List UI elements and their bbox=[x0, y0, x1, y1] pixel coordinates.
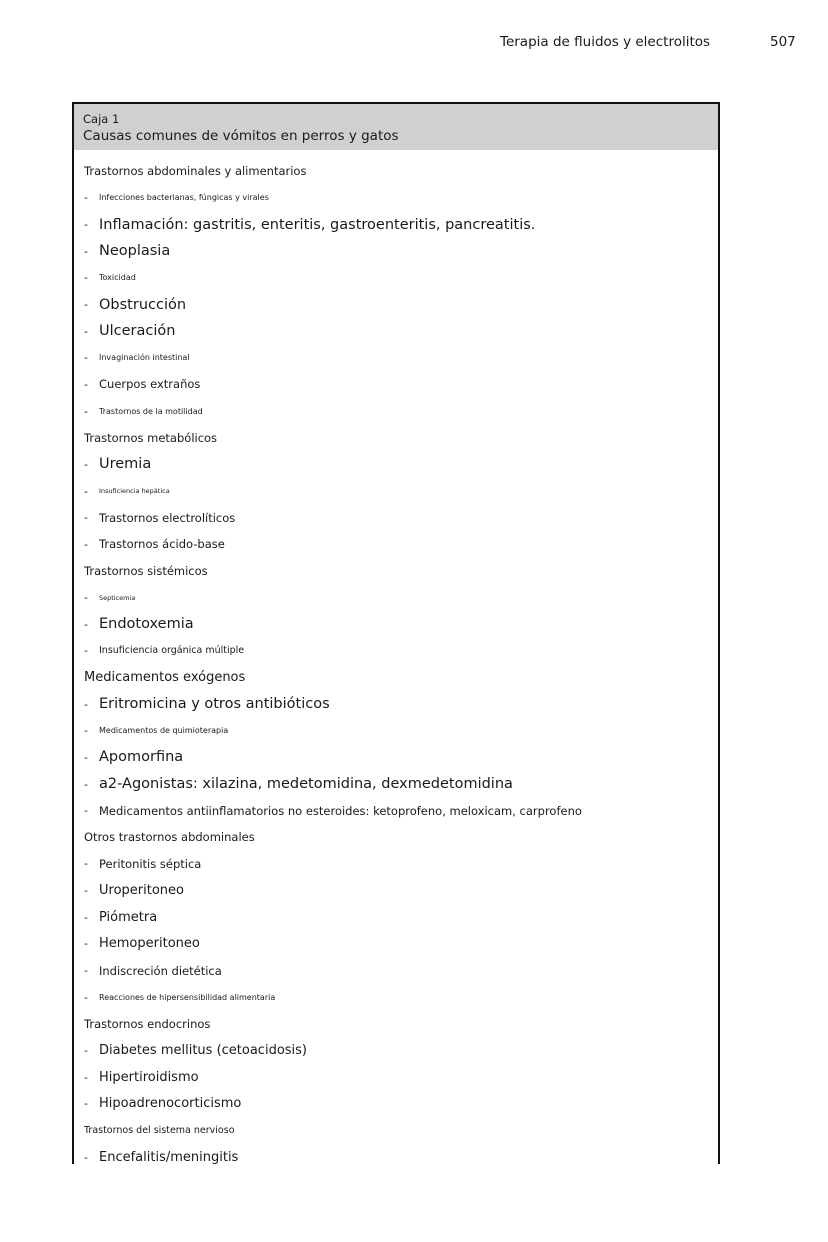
list-item bbox=[74, 931, 718, 958]
list-item bbox=[74, 797, 718, 824]
bullet-dash: - bbox=[84, 697, 88, 711]
list-item bbox=[74, 265, 718, 292]
list-item-text: Toxicidad bbox=[99, 273, 136, 283]
list-item bbox=[74, 984, 718, 1011]
list-item bbox=[74, 531, 718, 558]
bullet-dash: - bbox=[84, 724, 88, 738]
list-item-text: Septicemia bbox=[99, 593, 136, 602]
section-heading-text: Otros trastornos abdominales bbox=[84, 830, 255, 845]
list-item-text: Trastornos de la motilidad bbox=[99, 406, 203, 416]
list-item-text: Trastornos ácido-base bbox=[99, 537, 225, 552]
section-heading bbox=[74, 824, 718, 851]
bullet-dash: - bbox=[84, 324, 88, 338]
bullet-dash: - bbox=[84, 857, 88, 871]
list-item bbox=[74, 504, 718, 531]
list-item-text: Piómetra bbox=[99, 909, 158, 925]
bullet-dash: - bbox=[84, 937, 88, 951]
list-item bbox=[74, 691, 718, 718]
list-item-text: Invaginación intestinal bbox=[99, 353, 190, 363]
box-number: Caja 1 bbox=[83, 112, 120, 126]
bullet-dash: - bbox=[84, 377, 88, 391]
bullet-dash: - bbox=[84, 617, 88, 631]
section-heading bbox=[74, 664, 718, 691]
list-item-text: Insuficiencia orgánica múltiple bbox=[99, 645, 245, 657]
list-item bbox=[74, 771, 718, 798]
bullet-dash: - bbox=[84, 404, 88, 418]
bullet-dash: - bbox=[84, 884, 88, 898]
list-item bbox=[74, 1090, 718, 1117]
list-item bbox=[74, 744, 718, 771]
bullet-dash: - bbox=[84, 244, 88, 258]
box-header bbox=[74, 104, 718, 150]
bullet-dash: - bbox=[84, 298, 88, 312]
list-item-text: Medicamentos de quimioterapia bbox=[99, 726, 229, 736]
list-item-text: Reacciones de hipersensibilidad alimentaria bbox=[99, 992, 276, 1002]
list-item-text: Endotoxemia bbox=[99, 616, 194, 633]
list-item-text: Encefalitis/meningitis bbox=[99, 1149, 239, 1165]
list-item bbox=[74, 717, 718, 744]
list-item-text: Neoplasia bbox=[99, 243, 171, 260]
section-heading bbox=[74, 158, 718, 185]
list-item bbox=[74, 238, 718, 265]
section-heading bbox=[74, 1011, 718, 1038]
list-item bbox=[74, 478, 718, 505]
list-item-text: Ulceración bbox=[99, 323, 176, 340]
bullet-dash: - bbox=[84, 484, 88, 498]
bullet-dash: - bbox=[84, 990, 88, 1004]
bullet-dash: - bbox=[84, 804, 88, 818]
list-item-text: Peritonitis séptica bbox=[99, 856, 202, 871]
list-item bbox=[74, 1064, 718, 1091]
bullet-dash: - bbox=[84, 1070, 88, 1084]
bullet-dash: - bbox=[84, 537, 88, 551]
section-heading-text: Medicamentos exógenos bbox=[84, 669, 246, 685]
section-heading bbox=[74, 1117, 718, 1144]
cause-list bbox=[74, 158, 718, 1170]
list-item bbox=[74, 371, 718, 398]
list-item bbox=[74, 638, 718, 665]
list-item bbox=[74, 851, 718, 878]
bullet-dash: - bbox=[84, 591, 88, 605]
list-item-text: Diabetes mellitus (cetoacidosis) bbox=[99, 1042, 308, 1058]
list-item-text: Cuerpos extraños bbox=[99, 377, 201, 392]
list-item-text: Hipertiroidismo bbox=[99, 1069, 199, 1085]
bullet-dash: - bbox=[84, 777, 88, 791]
section-heading-text: Trastornos metabólicos bbox=[84, 430, 218, 445]
section-heading-text: Trastornos sistémicos bbox=[84, 563, 208, 578]
bullet-dash: - bbox=[84, 271, 88, 285]
list-item bbox=[74, 904, 718, 931]
list-item bbox=[74, 398, 718, 425]
list-item-text: Infecciones bacterianas, fúngicas y virales bbox=[99, 193, 269, 203]
list-item bbox=[74, 877, 718, 904]
list-item bbox=[74, 291, 718, 318]
list-item-text: Hemoperitoneo bbox=[99, 936, 200, 952]
bullet-dash: - bbox=[84, 1097, 88, 1111]
list-item-text: Apomorfina bbox=[99, 749, 184, 766]
section-heading-text: Trastornos del sistema nervioso bbox=[84, 1124, 235, 1136]
section-heading bbox=[74, 558, 718, 585]
bullet-dash: - bbox=[84, 511, 88, 525]
bullet-dash: - bbox=[84, 644, 88, 658]
section-heading-text: Trastornos endocrinos bbox=[84, 1016, 211, 1031]
running-head: Terapia de fluidos y electrolitos bbox=[500, 34, 711, 50]
list-item-text: Trastornos electrolíticos bbox=[99, 510, 236, 525]
bullet-dash: - bbox=[84, 910, 88, 924]
page-number: 507 bbox=[770, 34, 796, 50]
list-item-text: Eritromicina y otros antibióticos bbox=[99, 696, 330, 713]
bullet-dash: - bbox=[84, 191, 88, 205]
list-item-text: a2-Agonistas: xilazina, medetomidina, dexmedetomidina bbox=[99, 776, 513, 793]
list-item-text: Uremia bbox=[99, 456, 152, 473]
list-item-text: Hipoadrenocorticismo bbox=[99, 1096, 242, 1112]
list-item bbox=[74, 451, 718, 478]
list-item bbox=[74, 344, 718, 371]
list-item bbox=[74, 211, 718, 238]
bullet-dash: - bbox=[84, 351, 88, 365]
bullet-dash: - bbox=[84, 750, 88, 764]
info-box bbox=[72, 102, 720, 1164]
list-item bbox=[74, 957, 718, 984]
bullet-dash: - bbox=[84, 1150, 88, 1164]
bullet-dash: - bbox=[84, 457, 88, 471]
list-item bbox=[74, 1037, 718, 1064]
bullet-dash: - bbox=[84, 1043, 88, 1057]
bullet-dash: - bbox=[84, 218, 88, 232]
list-item-text: Insuficiencia hepática bbox=[99, 487, 170, 495]
list-item-text: Uroperitoneo bbox=[99, 883, 184, 899]
list-item bbox=[74, 318, 718, 345]
list-item-text: Obstrucción bbox=[99, 296, 187, 313]
list-item bbox=[74, 185, 718, 212]
list-item bbox=[74, 1144, 718, 1171]
box-title: Causas comunes de vómitos en perros y gatos bbox=[83, 128, 399, 144]
list-item-text: Inflamación: gastritis, enteritis, gastroenteritis, pancreatitis. bbox=[99, 216, 536, 233]
list-item bbox=[74, 611, 718, 638]
list-item-text: Medicamentos antiinflamatorios no esteroides: ketoprofeno, meloxicam, carprofeno bbox=[99, 803, 582, 818]
list-item-text: Indiscreción dietética bbox=[99, 963, 222, 978]
section-heading-text: Trastornos abdominales y alimentarios bbox=[84, 164, 307, 179]
section-heading bbox=[74, 424, 718, 451]
bullet-dash: - bbox=[84, 964, 88, 978]
list-item bbox=[74, 584, 718, 611]
